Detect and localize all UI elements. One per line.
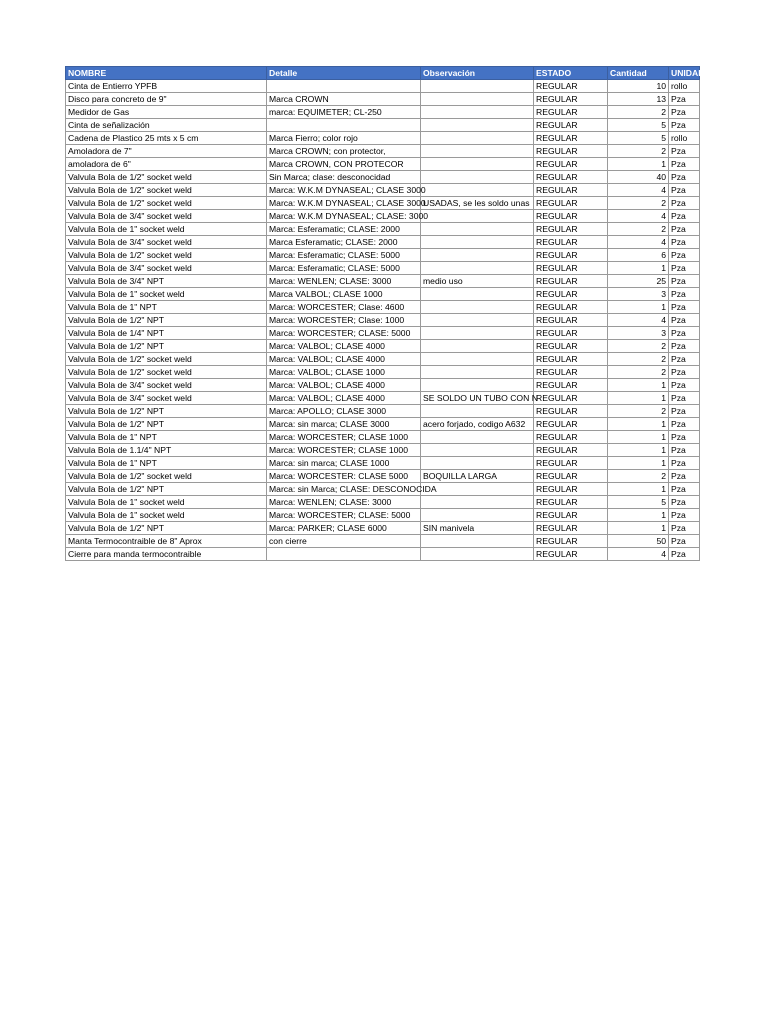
cell-observacion[interactable]: SIN manivela — [421, 522, 534, 535]
cell-cantidad[interactable]: 25 — [608, 275, 669, 288]
cell-cantidad[interactable]: 2 — [608, 405, 669, 418]
cell-unidad[interactable]: Pza — [669, 262, 700, 275]
cell-estado[interactable]: REGULAR — [534, 158, 608, 171]
cell-estado[interactable]: REGULAR — [534, 119, 608, 132]
cell-observacion[interactable] — [421, 184, 534, 197]
table-row — [66, 392, 700, 405]
cell-cantidad[interactable]: 10 — [608, 80, 669, 93]
cell-detalle[interactable]: marca: EQUIMETER; CL-250 — [267, 106, 421, 119]
cell-cantidad[interactable]: 5 — [608, 496, 669, 509]
cell-unidad[interactable]: Pza — [669, 340, 700, 353]
cell-estado[interactable]: REGULAR — [534, 470, 608, 483]
cell-cantidad[interactable]: 13 — [608, 93, 669, 106]
cell-detalle[interactable]: Marca: WORCESTER: CLASE 5000 — [267, 470, 421, 483]
table-row — [66, 145, 700, 158]
table-row — [66, 327, 700, 340]
table-body — [66, 80, 700, 561]
cell-nombre[interactable]: Valvula Bola de 1/2" NPT — [66, 483, 267, 496]
header-cantidad: Cantidad — [608, 67, 669, 80]
cell-unidad[interactable]: Pza — [669, 431, 700, 444]
table-row — [66, 184, 700, 197]
table-row — [66, 379, 700, 392]
cell-estado[interactable]: REGULAR — [534, 366, 608, 379]
cell-nombre[interactable]: Valvula Bola de 1" socket weld — [66, 509, 267, 522]
cell-detalle[interactable]: Marca VALBOL; CLASE 1000 — [267, 288, 421, 301]
cell-unidad[interactable]: Pza — [669, 158, 700, 171]
table-row — [66, 288, 700, 301]
cell-detalle[interactable]: Marca: Esferamatic; CLASE: 5000 — [267, 262, 421, 275]
cell-cantidad[interactable]: 2 — [608, 353, 669, 366]
table-row — [66, 210, 700, 223]
cell-nombre[interactable]: Valvula Bola de 1/2" socket weld — [66, 470, 267, 483]
cell-unidad[interactable]: Pza — [669, 275, 700, 288]
cell-unidad[interactable]: rollo — [669, 132, 700, 145]
cell-cantidad[interactable]: 1 — [608, 483, 669, 496]
cell-cantidad[interactable]: 1 — [608, 158, 669, 171]
cell-unidad[interactable]: Pza — [669, 522, 700, 535]
cell-cantidad[interactable]: 1 — [608, 457, 669, 470]
cell-cantidad[interactable]: 1 — [608, 509, 669, 522]
cell-unidad[interactable]: Pza — [669, 366, 700, 379]
cell-detalle[interactable]: Marca: VALBOL; CLASE 4000 — [267, 392, 421, 405]
cell-detalle[interactable]: Marca: sin marca; CLASE 3000 — [267, 418, 421, 431]
cell-estado[interactable]: REGULAR — [534, 444, 608, 457]
cell-cantidad[interactable]: 1 — [608, 431, 669, 444]
cell-estado[interactable]: REGULAR — [534, 314, 608, 327]
cell-detalle[interactable]: Marca: WORCESTER; Clase: 4600 — [267, 301, 421, 314]
cell-nombre[interactable]: Valvula Bola de 3/4" socket weld — [66, 262, 267, 275]
cell-observacion[interactable] — [421, 249, 534, 262]
cell-unidad[interactable]: Pza — [669, 106, 700, 119]
cell-cantidad[interactable]: 4 — [608, 548, 669, 561]
cell-cantidad[interactable]: 2 — [608, 366, 669, 379]
cell-cantidad[interactable]: 1 — [608, 522, 669, 535]
cell-nombre[interactable]: Cadena de Plastico 25 mts x 5 cm — [66, 132, 267, 145]
cell-observacion[interactable] — [421, 158, 534, 171]
cell-cantidad[interactable]: 2 — [608, 106, 669, 119]
cell-cantidad[interactable]: 1 — [608, 379, 669, 392]
cell-nombre[interactable]: Cierre para manda termocontraible — [66, 548, 267, 561]
cell-cantidad[interactable]: 3 — [608, 327, 669, 340]
cell-cantidad[interactable]: 2 — [608, 197, 669, 210]
cell-observacion[interactable] — [421, 301, 534, 314]
cell-nombre[interactable]: Disco para concreto de 9" — [66, 93, 267, 106]
cell-detalle[interactable]: Marca: W.K.M DYNASEAL; CLASE: 3000 — [267, 210, 421, 223]
cell-detalle[interactable]: con cierre — [267, 535, 421, 548]
table-row — [66, 418, 700, 431]
cell-unidad[interactable]: Pza — [669, 470, 700, 483]
cell-unidad[interactable]: Pza — [669, 535, 700, 548]
cell-detalle[interactable]: Marca: Esferamatic; CLASE: 5000 — [267, 249, 421, 262]
cell-estado[interactable]: REGULAR — [534, 327, 608, 340]
cell-estado[interactable]: REGULAR — [534, 171, 608, 184]
header-nombre: NOMBRE — [66, 67, 267, 80]
cell-observacion[interactable] — [421, 119, 534, 132]
table-row — [66, 483, 700, 496]
cell-unidad[interactable]: Pza — [669, 496, 700, 509]
cell-unidad[interactable]: Pza — [669, 171, 700, 184]
cell-nombre[interactable]: Medidor de Gas — [66, 106, 267, 119]
table-row — [66, 275, 700, 288]
cell-unidad[interactable]: Pza — [669, 249, 700, 262]
cell-detalle[interactable]: Marca CROWN — [267, 93, 421, 106]
cell-estado[interactable]: REGULAR — [534, 340, 608, 353]
cell-detalle[interactable]: Marca CROWN, CON PROTECOR — [267, 158, 421, 171]
table-row — [66, 80, 700, 93]
cell-nombre[interactable]: Valvula Bola de 1/2" NPT — [66, 314, 267, 327]
cell-cantidad[interactable]: 3 — [608, 288, 669, 301]
cell-observacion[interactable]: USADAS, se les soldo unas — [421, 197, 534, 210]
table-row — [66, 197, 700, 210]
cell-estado[interactable]: REGULAR — [534, 483, 608, 496]
table-row — [66, 158, 700, 171]
cell-nombre[interactable]: Cinta de señalización — [66, 119, 267, 132]
cell-cantidad[interactable]: 4 — [608, 314, 669, 327]
cell-unidad[interactable]: Pza — [669, 288, 700, 301]
cell-estado[interactable]: REGULAR — [534, 548, 608, 561]
cell-observacion[interactable] — [421, 262, 534, 275]
cell-nombre[interactable]: Valvula Bola de 1/2" NPT — [66, 522, 267, 535]
cell-detalle[interactable]: Marca: PARKER; CLASE 6000 — [267, 522, 421, 535]
cell-unidad[interactable]: Pza — [669, 405, 700, 418]
cell-nombre[interactable]: Valvula Bola de 1/2" NPT — [66, 340, 267, 353]
cell-observacion[interactable] — [421, 106, 534, 119]
table-row — [66, 405, 700, 418]
table-row — [66, 457, 700, 470]
header-detalle: Detalle — [267, 67, 421, 80]
cell-nombre[interactable]: Valvula Bola de 1/2" socket weld — [66, 249, 267, 262]
cell-estado[interactable]: REGULAR — [534, 457, 608, 470]
cell-observacion[interactable] — [421, 93, 534, 106]
cell-observacion[interactable] — [421, 496, 534, 509]
cell-nombre[interactable]: Valvula Bola de 1/2" socket weld — [66, 197, 267, 210]
cell-observacion[interactable]: BOQUILLA LARGA — [421, 470, 534, 483]
cell-detalle[interactable] — [267, 548, 421, 561]
cell-unidad[interactable]: Pza — [669, 236, 700, 249]
cell-detalle[interactable]: Marca: WORCESTER; CLASE 1000 — [267, 431, 421, 444]
header-row — [66, 67, 700, 80]
cell-nombre[interactable]: Valvula Bola de 1.1/4" NPT — [66, 444, 267, 457]
cell-estado[interactable]: REGULAR — [534, 262, 608, 275]
cell-detalle[interactable]: Sin Marca; clase: desconocidad — [267, 171, 421, 184]
cell-nombre[interactable]: Valvula Bola de 1/4" NPT — [66, 327, 267, 340]
cell-nombre[interactable]: amoladora de 6" — [66, 158, 267, 171]
cell-estado[interactable]: REGULAR — [534, 392, 608, 405]
cell-nombre[interactable]: Valvula Bola de 3/4" socket weld — [66, 210, 267, 223]
cell-cantidad[interactable]: 1 — [608, 444, 669, 457]
cell-detalle[interactable]: Marca: APOLLO; CLASE 3000 — [267, 405, 421, 418]
cell-observacion[interactable] — [421, 314, 534, 327]
table-row — [66, 535, 700, 548]
cell-cantidad[interactable]: 2 — [608, 223, 669, 236]
cell-detalle[interactable]: Marca: W.K.M DYNASEAL; CLASE 3000 — [267, 197, 421, 210]
cell-nombre[interactable]: Manta Termocontraible de 8" Aprox — [66, 535, 267, 548]
cell-observacion[interactable] — [421, 405, 534, 418]
table-row — [66, 106, 700, 119]
cell-detalle[interactable] — [267, 119, 421, 132]
cell-detalle[interactable]: Marca: sin Marca; CLASE: DESCONOCIDA — [267, 483, 421, 496]
cell-cantidad[interactable]: 4 — [608, 184, 669, 197]
cell-nombre[interactable]: Valvula Bola de 1" NPT — [66, 457, 267, 470]
table-row — [66, 223, 700, 236]
cell-unidad[interactable]: Pza — [669, 444, 700, 457]
cell-nombre[interactable]: Valvula Bola de 1/2" socket weld — [66, 171, 267, 184]
cell-unidad[interactable]: Pza — [669, 392, 700, 405]
cell-detalle[interactable]: Marca: VALBOL; CLASE 4000 — [267, 340, 421, 353]
cell-detalle[interactable]: Marca: WORCESTER; CLASE 1000 — [267, 444, 421, 457]
cell-observacion[interactable]: SE SOLDO UN TUBO CON N — [421, 392, 534, 405]
cell-detalle[interactable]: Marca: WORCESTER; CLASE: 5000 — [267, 327, 421, 340]
cell-detalle[interactable]: Marca Esferamatic; CLASE: 2000 — [267, 236, 421, 249]
cell-cantidad[interactable]: 4 — [608, 210, 669, 223]
cell-observacion[interactable] — [421, 431, 534, 444]
cell-estado[interactable]: REGULAR — [534, 132, 608, 145]
table-row — [66, 314, 700, 327]
cell-cantidad[interactable]: 50 — [608, 535, 669, 548]
cell-observacion[interactable] — [421, 535, 534, 548]
cell-nombre[interactable]: Valvula Bola de 1" NPT — [66, 431, 267, 444]
cell-estado[interactable]: REGULAR — [534, 197, 608, 210]
cell-observacion[interactable] — [421, 80, 534, 93]
header-unidad: UNIDAD — [669, 67, 700, 80]
cell-observacion[interactable] — [421, 444, 534, 457]
cell-observacion[interactable] — [421, 379, 534, 392]
cell-unidad[interactable]: Pza — [669, 548, 700, 561]
cell-cantidad[interactable]: 1 — [608, 262, 669, 275]
cell-unidad[interactable]: Pza — [669, 301, 700, 314]
cell-detalle[interactable]: Marca: WENLEN; CLASE: 3000 — [267, 496, 421, 509]
cell-nombre[interactable]: Valvula Bola de 1/2" socket weld — [66, 366, 267, 379]
cell-nombre[interactable]: Valvula Bola de 1" NPT — [66, 301, 267, 314]
cell-unidad[interactable]: Pza — [669, 145, 700, 158]
cell-observacion[interactable] — [421, 483, 534, 496]
cell-nombre[interactable]: Cinta de Entierro YPFB — [66, 80, 267, 93]
cell-detalle[interactable] — [267, 80, 421, 93]
cell-nombre[interactable]: Valvula Bola de 3/4" NPT — [66, 275, 267, 288]
cell-unidad[interactable]: Pza — [669, 379, 700, 392]
cell-unidad[interactable]: rollo — [669, 80, 700, 93]
cell-cantidad[interactable]: 1 — [608, 392, 669, 405]
cell-unidad[interactable]: Pza — [669, 184, 700, 197]
cell-estado[interactable]: REGULAR — [534, 509, 608, 522]
cell-detalle[interactable]: Marca: WORCESTER; CLASE: 5000 — [267, 509, 421, 522]
cell-unidad[interactable]: Pza — [669, 119, 700, 132]
cell-estado[interactable]: REGULAR — [534, 236, 608, 249]
cell-observacion[interactable] — [421, 236, 534, 249]
header-observacion: Observación — [421, 67, 534, 80]
cell-cantidad[interactable]: 2 — [608, 340, 669, 353]
cell-nombre[interactable]: Valvula Bola de 1/2" socket weld — [66, 353, 267, 366]
table-row — [66, 509, 700, 522]
table-row — [66, 301, 700, 314]
cell-observacion[interactable] — [421, 145, 534, 158]
cell-nombre[interactable]: Valvula Bola de 1" socket weld — [66, 288, 267, 301]
cell-observacion[interactable] — [421, 457, 534, 470]
cell-unidad[interactable]: Pza — [669, 314, 700, 327]
cell-observacion[interactable] — [421, 353, 534, 366]
cell-cantidad[interactable]: 5 — [608, 119, 669, 132]
cell-estado[interactable]: REGULAR — [534, 275, 608, 288]
cell-detalle[interactable]: Marca: VALBOL; CLASE 4000 — [267, 353, 421, 366]
cell-estado[interactable]: REGULAR — [534, 223, 608, 236]
table-row — [66, 470, 700, 483]
cell-estado[interactable]: REGULAR — [534, 288, 608, 301]
cell-cantidad[interactable]: 2 — [608, 145, 669, 158]
cell-nombre[interactable]: Amoladora de 7" — [66, 145, 267, 158]
inventory-table — [65, 66, 705, 561]
cell-unidad[interactable]: Pza — [669, 457, 700, 470]
cell-detalle[interactable]: Marca: W.K.M DYNASEAL; CLASE 3000 — [267, 184, 421, 197]
table-row — [66, 249, 700, 262]
cell-estado[interactable]: REGULAR — [534, 431, 608, 444]
cell-observacion[interactable] — [421, 548, 534, 561]
cell-estado[interactable]: REGULAR — [534, 249, 608, 262]
cell-detalle[interactable]: Marca: VALBOL; CLASE 1000 — [267, 366, 421, 379]
cell-nombre[interactable]: Valvula Bola de 1/2" NPT — [66, 405, 267, 418]
cell-unidad[interactable]: Pza — [669, 509, 700, 522]
cell-nombre[interactable]: Valvula Bola de 1/2" NPT — [66, 418, 267, 431]
cell-cantidad[interactable]: 1 — [608, 418, 669, 431]
cell-observacion[interactable]: medio uso — [421, 275, 534, 288]
cell-observacion[interactable] — [421, 132, 534, 145]
cell-nombre[interactable]: Valvula Bola de 3/4" socket weld — [66, 392, 267, 405]
cell-unidad[interactable]: Pza — [669, 353, 700, 366]
cell-estado[interactable]: REGULAR — [534, 418, 608, 431]
cell-estado[interactable]: REGULAR — [534, 353, 608, 366]
cell-estado[interactable]: REGULAR — [534, 106, 608, 119]
cell-observacion[interactable] — [421, 210, 534, 223]
cell-detalle[interactable]: Marca CROWN; con protector, — [267, 145, 421, 158]
table-row — [66, 93, 700, 106]
cell-detalle[interactable]: Marca Fierro; color rojo — [267, 132, 421, 145]
cell-detalle[interactable]: Marca: VALBOL; CLASE 4000 — [267, 379, 421, 392]
cell-unidad[interactable]: Pza — [669, 197, 700, 210]
cell-cantidad[interactable]: 5 — [608, 132, 669, 145]
cell-estado[interactable]: REGULAR — [534, 80, 608, 93]
cell-cantidad[interactable]: 6 — [608, 249, 669, 262]
cell-cantidad[interactable]: 4 — [608, 236, 669, 249]
header-estado: ESTADO — [534, 67, 608, 80]
table-row — [66, 496, 700, 509]
cell-unidad[interactable]: Pza — [669, 210, 700, 223]
cell-nombre[interactable]: Valvula Bola de 1/2" socket weld — [66, 184, 267, 197]
table-row — [66, 353, 700, 366]
cell-detalle[interactable]: Marca: Esferamatic; CLASE: 2000 — [267, 223, 421, 236]
cell-detalle[interactable]: Marca: WENLEN; CLASE: 3000 — [267, 275, 421, 288]
cell-estado[interactable]: REGULAR — [534, 184, 608, 197]
cell-observacion[interactable] — [421, 509, 534, 522]
cell-unidad[interactable]: Pza — [669, 327, 700, 340]
cell-estado[interactable]: REGULAR — [534, 145, 608, 158]
cell-cantidad[interactable]: 1 — [608, 301, 669, 314]
cell-detalle[interactable]: Marca: sin marca; CLASE 1000 — [267, 457, 421, 470]
table-row — [66, 236, 700, 249]
cell-unidad[interactable]: Pza — [669, 223, 700, 236]
cell-estado[interactable]: REGULAR — [534, 496, 608, 509]
cell-cantidad[interactable]: 2 — [608, 470, 669, 483]
cell-observacion[interactable] — [421, 288, 534, 301]
cell-observacion[interactable] — [421, 340, 534, 353]
cell-detalle[interactable]: Marca: WORCESTER; Clase: 1000 — [267, 314, 421, 327]
cell-observacion[interactable] — [421, 366, 534, 379]
cell-estado[interactable]: REGULAR — [534, 93, 608, 106]
cell-estado[interactable]: REGULAR — [534, 405, 608, 418]
cell-observacion[interactable]: acero forjado, codigo A632 — [421, 418, 534, 431]
table-row — [66, 366, 700, 379]
cell-unidad[interactable]: Pza — [669, 418, 700, 431]
cell-nombre[interactable]: Valvula Bola de 1" socket weld — [66, 223, 267, 236]
table-row — [66, 444, 700, 457]
cell-unidad[interactable]: Pza — [669, 93, 700, 106]
table-row — [66, 119, 700, 132]
cell-nombre[interactable]: Valvula Bola de 3/4" socket weld — [66, 379, 267, 392]
table-row — [66, 548, 700, 561]
table-row — [66, 431, 700, 444]
table-row — [66, 522, 700, 535]
cell-nombre[interactable]: Valvula Bola de 1" socket weld — [66, 496, 267, 509]
cell-estado[interactable]: REGULAR — [534, 210, 608, 223]
cell-unidad[interactable]: Pza — [669, 483, 700, 496]
cell-nombre[interactable]: Valvula Bola de 3/4" socket weld — [66, 236, 267, 249]
cell-observacion[interactable] — [421, 223, 534, 236]
table-row — [66, 340, 700, 353]
table-row — [66, 262, 700, 275]
table-row — [66, 132, 700, 145]
cell-cantidad[interactable]: 40 — [608, 171, 669, 184]
cell-observacion[interactable] — [421, 171, 534, 184]
cell-estado[interactable]: REGULAR — [534, 535, 608, 548]
cell-estado[interactable]: REGULAR — [534, 301, 608, 314]
cell-estado[interactable]: REGULAR — [534, 522, 608, 535]
cell-estado[interactable]: REGULAR — [534, 379, 608, 392]
table-row — [66, 171, 700, 184]
cell-observacion[interactable] — [421, 327, 534, 340]
